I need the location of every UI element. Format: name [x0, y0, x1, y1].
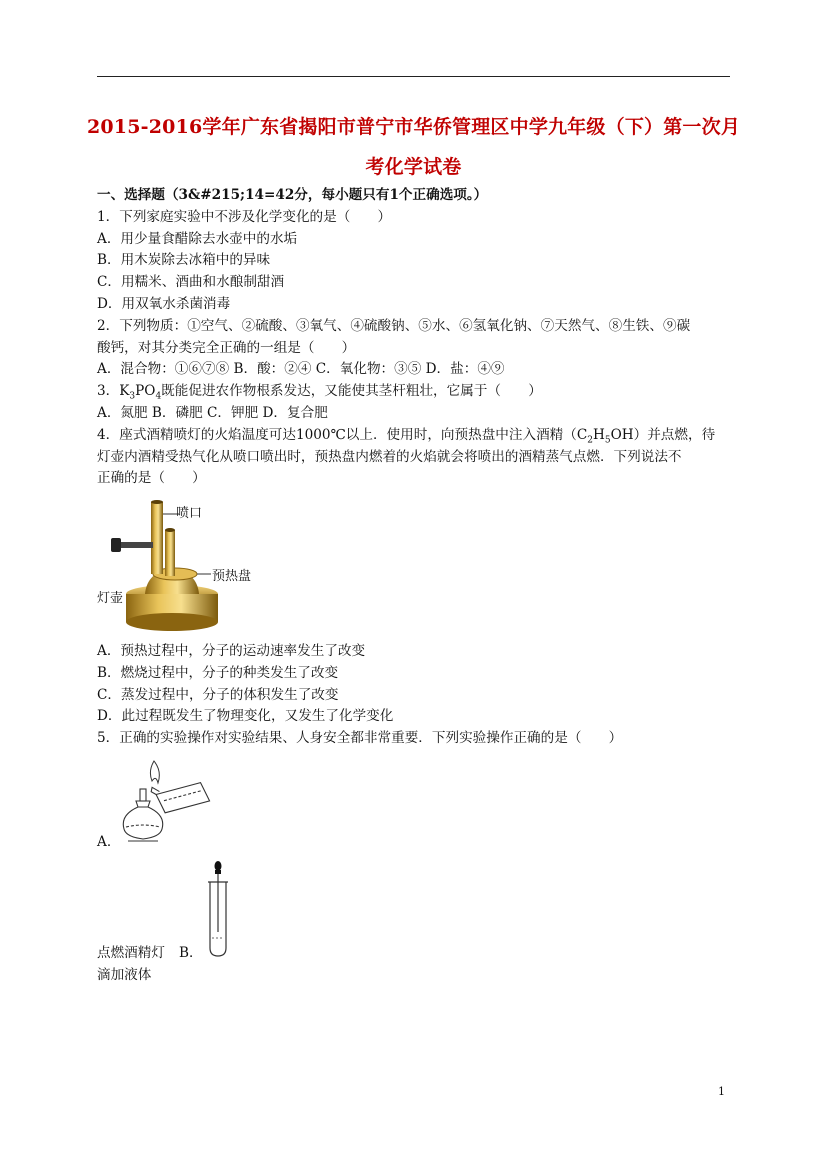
nozzle-tube	[151, 502, 163, 574]
q4-stem-part-a: 4．座式酒精喷灯的火焰温度可达	[97, 427, 296, 443]
label-lamp-pot: 灯壶	[97, 591, 124, 606]
q1-stem: 1．下列家庭实验中不涉及化学变化的是（ ）	[97, 209, 392, 225]
q5-option-a-caption	[97, 944, 203, 962]
q5-option-a-label: A．	[97, 834, 121, 850]
q1-option-c: C．用糯米、酒曲和水酿制甜酒	[97, 274, 285, 290]
q3-formula-sub2: 4	[155, 391, 162, 402]
label-preheat-tray: 预热盘	[212, 569, 252, 584]
dropper-test-tube-figure	[206, 860, 230, 960]
q4-stem-line3: 正确的是（ ）	[97, 470, 206, 486]
lighting-alcohol-lamp-figure	[118, 757, 218, 849]
second-tube	[165, 530, 175, 576]
q4-option-b: B．燃烧过程中，分子的种类发生了改变	[97, 665, 339, 681]
q4-stem-part-b: 以上．使用时，向预热盘中注入酒精（C	[345, 427, 588, 443]
pot-bottom	[126, 613, 218, 631]
q4-stem-line2: 灯壶内酒精受热气化从喷口喷出时，预热盘内燃着的火焰就会将喷出的酒精蒸气点燃．下列说法不	[97, 449, 682, 465]
q4-formula-h: H	[593, 427, 605, 443]
q4-option-a: A．预热过程中，分子的运动速率发生了改变	[97, 643, 366, 659]
q4-option-c: C．蒸发过程中，分子的体积发生了改变	[97, 687, 339, 703]
header-rule	[97, 76, 730, 77]
q4-stem-part-d: OH）并点燃，待	[610, 427, 716, 443]
doc-title-line2: 考化学试卷	[365, 156, 462, 178]
label-nozzle: 喷口	[176, 506, 203, 521]
q5-option-b-label: B．	[178, 945, 203, 961]
doc-title-line1: 2015-2016学年广东省揭阳市普宁市华侨管理区中学九年级（下）第一次月	[86, 116, 741, 138]
valve-rod	[119, 542, 153, 548]
q3-formula-k: K	[119, 383, 130, 399]
q4-temperature: 1000℃	[295, 427, 346, 443]
q1-option-d: D．用双氧水杀菌消毒	[97, 296, 231, 312]
caption-light-lamp: 点燃酒精灯	[97, 945, 165, 961]
q1-option-b: B．用木炭除去冰箱中的异味	[97, 252, 271, 268]
q2-stem-line1: 2．下列物质：①空气、②硫酸、③氧气、④硫酸钠、⑤水、⑥氢氧化钠、⑦天然气、⑧生铁、⑨碳	[97, 318, 691, 334]
q2-stem-line2: 酸钙，对其分类完全正确的一组是（ ）	[97, 340, 356, 356]
q4-option-d: D．此过程既发生了物理变化，又发生了化学变化	[97, 708, 394, 724]
page-number: 1	[718, 1085, 725, 1098]
q3-stem	[97, 382, 542, 406]
q3-stem-text: 既能促进农作物根系发达，又能使其茎杆粗壮，它属于（ ）	[161, 383, 542, 399]
q4-formula-sub1: 2	[587, 435, 594, 446]
q3-formula-po: PO	[135, 383, 156, 399]
q2-options: A．混合物：①⑥⑦⑧ B．酸：②④ C．氧化物：③⑤ D．盐：④⑨	[97, 361, 505, 377]
q5-option-b-caption: 滴加液体	[97, 967, 152, 983]
q1-option-a: A．用少量食醋除去水壶中的水垢	[97, 231, 298, 247]
q4-stem-line1	[97, 426, 715, 450]
q3-options: A．氮肥 B．磷肥 C．钾肥 D．复合肥	[97, 405, 328, 421]
q3-formula-sub1: 3	[129, 391, 136, 402]
section-heading: 一、选择题（3&#215;14=42分，每小题只有1个正确选项。）	[97, 187, 488, 203]
valve-knob	[111, 538, 121, 552]
q4-formula-sub2: 5	[604, 435, 611, 446]
q3-number: 3．	[97, 383, 120, 399]
q5-stem: 5．正确的实验操作对实验结果、人身安全都非常重要．下列实验操作正确的是（ ）	[97, 730, 623, 746]
